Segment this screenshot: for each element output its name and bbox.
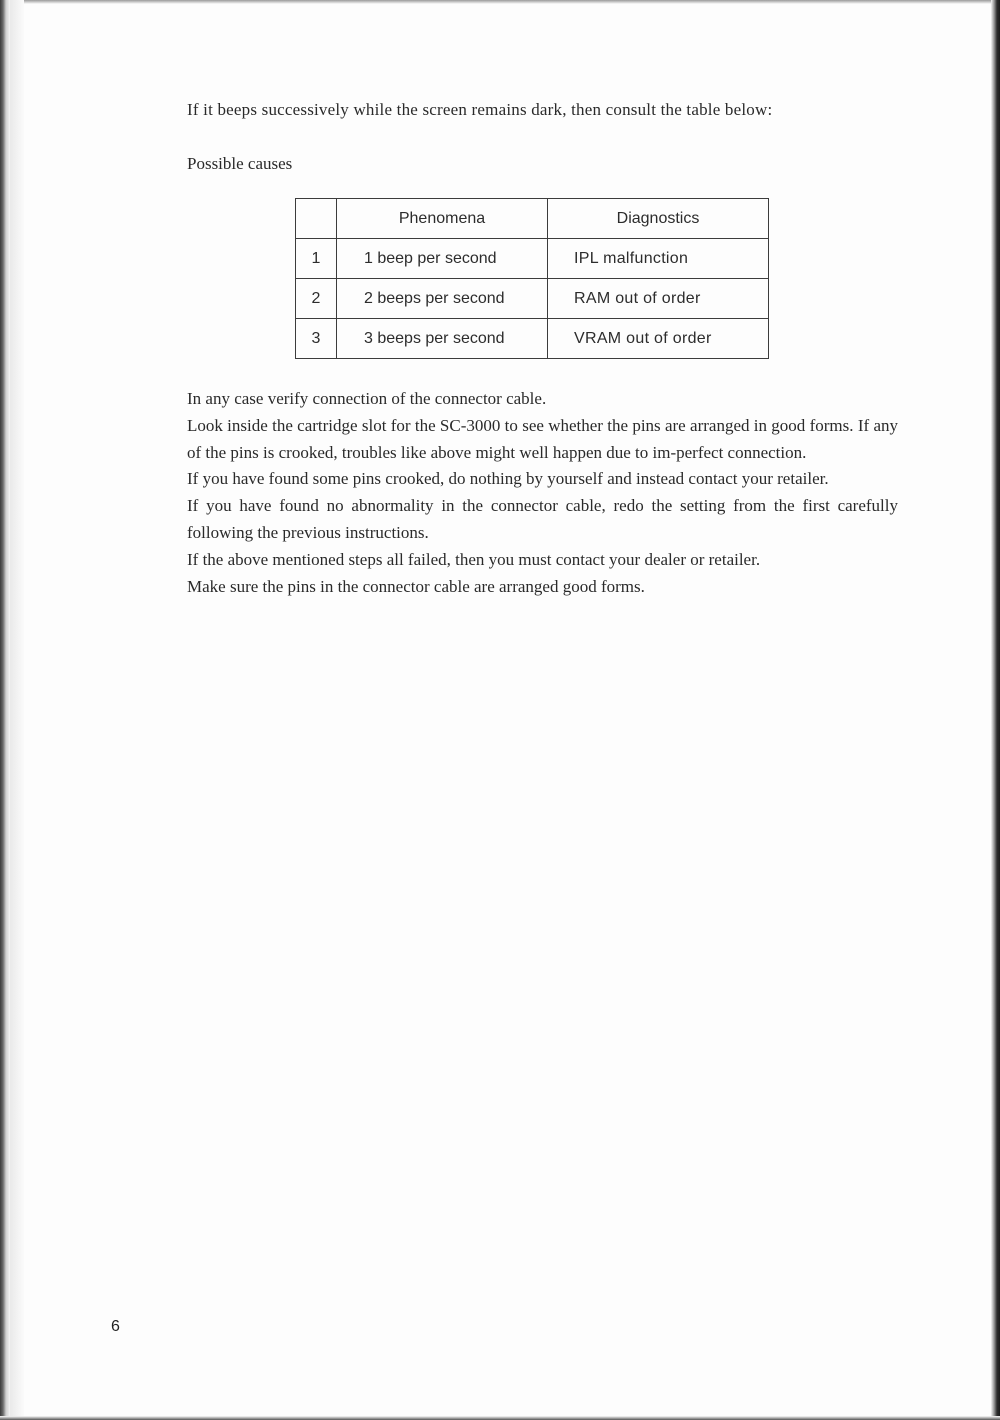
header-phenomena: Phenomena bbox=[337, 199, 548, 239]
paragraph-cartridge-slot: Look inside the cartridge slot for the SC-3000 to see whether the pins are arranged in good forms. If any of the pins is crooked, troubles like above might well happen due to im-perfect connection. bbox=[187, 415, 898, 462]
scan-edge-top bbox=[0, 0, 1000, 4]
table-header-row bbox=[296, 199, 769, 239]
scan-edge-bottom bbox=[0, 1416, 1000, 1420]
table-row bbox=[296, 279, 769, 319]
diagnostics-table bbox=[295, 198, 769, 359]
scan-edge-right bbox=[991, 0, 1000, 1420]
header-diagnostics: Diagnostics bbox=[548, 199, 769, 239]
table-row bbox=[296, 239, 769, 279]
table-row bbox=[296, 319, 769, 359]
row-diagnostics: RAM out of order bbox=[548, 279, 769, 319]
table-caption: Possible causes bbox=[187, 154, 293, 173]
scan-edge-left-shade bbox=[10, 0, 24, 1420]
page-number: 6 bbox=[111, 1318, 120, 1335]
row-phenomena: 1 beep per second bbox=[337, 239, 548, 279]
body-text bbox=[187, 386, 898, 600]
row-phenomena: 2 beeps per second bbox=[337, 279, 548, 319]
paragraph-pins-arranged: Make sure the pins in the connector cable are arranged good forms. bbox=[187, 576, 645, 596]
paragraph-verify-connection: In any case verify connection of the connector cable. bbox=[187, 389, 547, 408]
row-number: 3 bbox=[296, 319, 337, 359]
header-number bbox=[296, 199, 337, 239]
paragraph-crooked-pins: If you have found some pins crooked, do nothing by yourself and instead contact your retailer. bbox=[187, 469, 829, 489]
row-diagnostics: VRAM out of order bbox=[548, 319, 769, 359]
row-diagnostics: IPL malfunction bbox=[548, 239, 769, 279]
paragraph-steps-failed: If the above mentioned steps all failed, then you must contact your dealer or retailer. bbox=[187, 549, 761, 569]
row-phenomena: 3 beeps per second bbox=[337, 319, 548, 359]
row-number: 1 bbox=[296, 239, 337, 279]
intro-paragraph: If it beeps successively while the screen remains dark, then consult the table below: bbox=[187, 100, 773, 119]
paragraph-no-abnormality: If you have found no abnormality in the connector cable, redo the setting from the first carefully following the previous instructions. bbox=[187, 496, 898, 542]
row-number: 2 bbox=[296, 279, 337, 319]
scan-edge-left bbox=[0, 0, 10, 1420]
